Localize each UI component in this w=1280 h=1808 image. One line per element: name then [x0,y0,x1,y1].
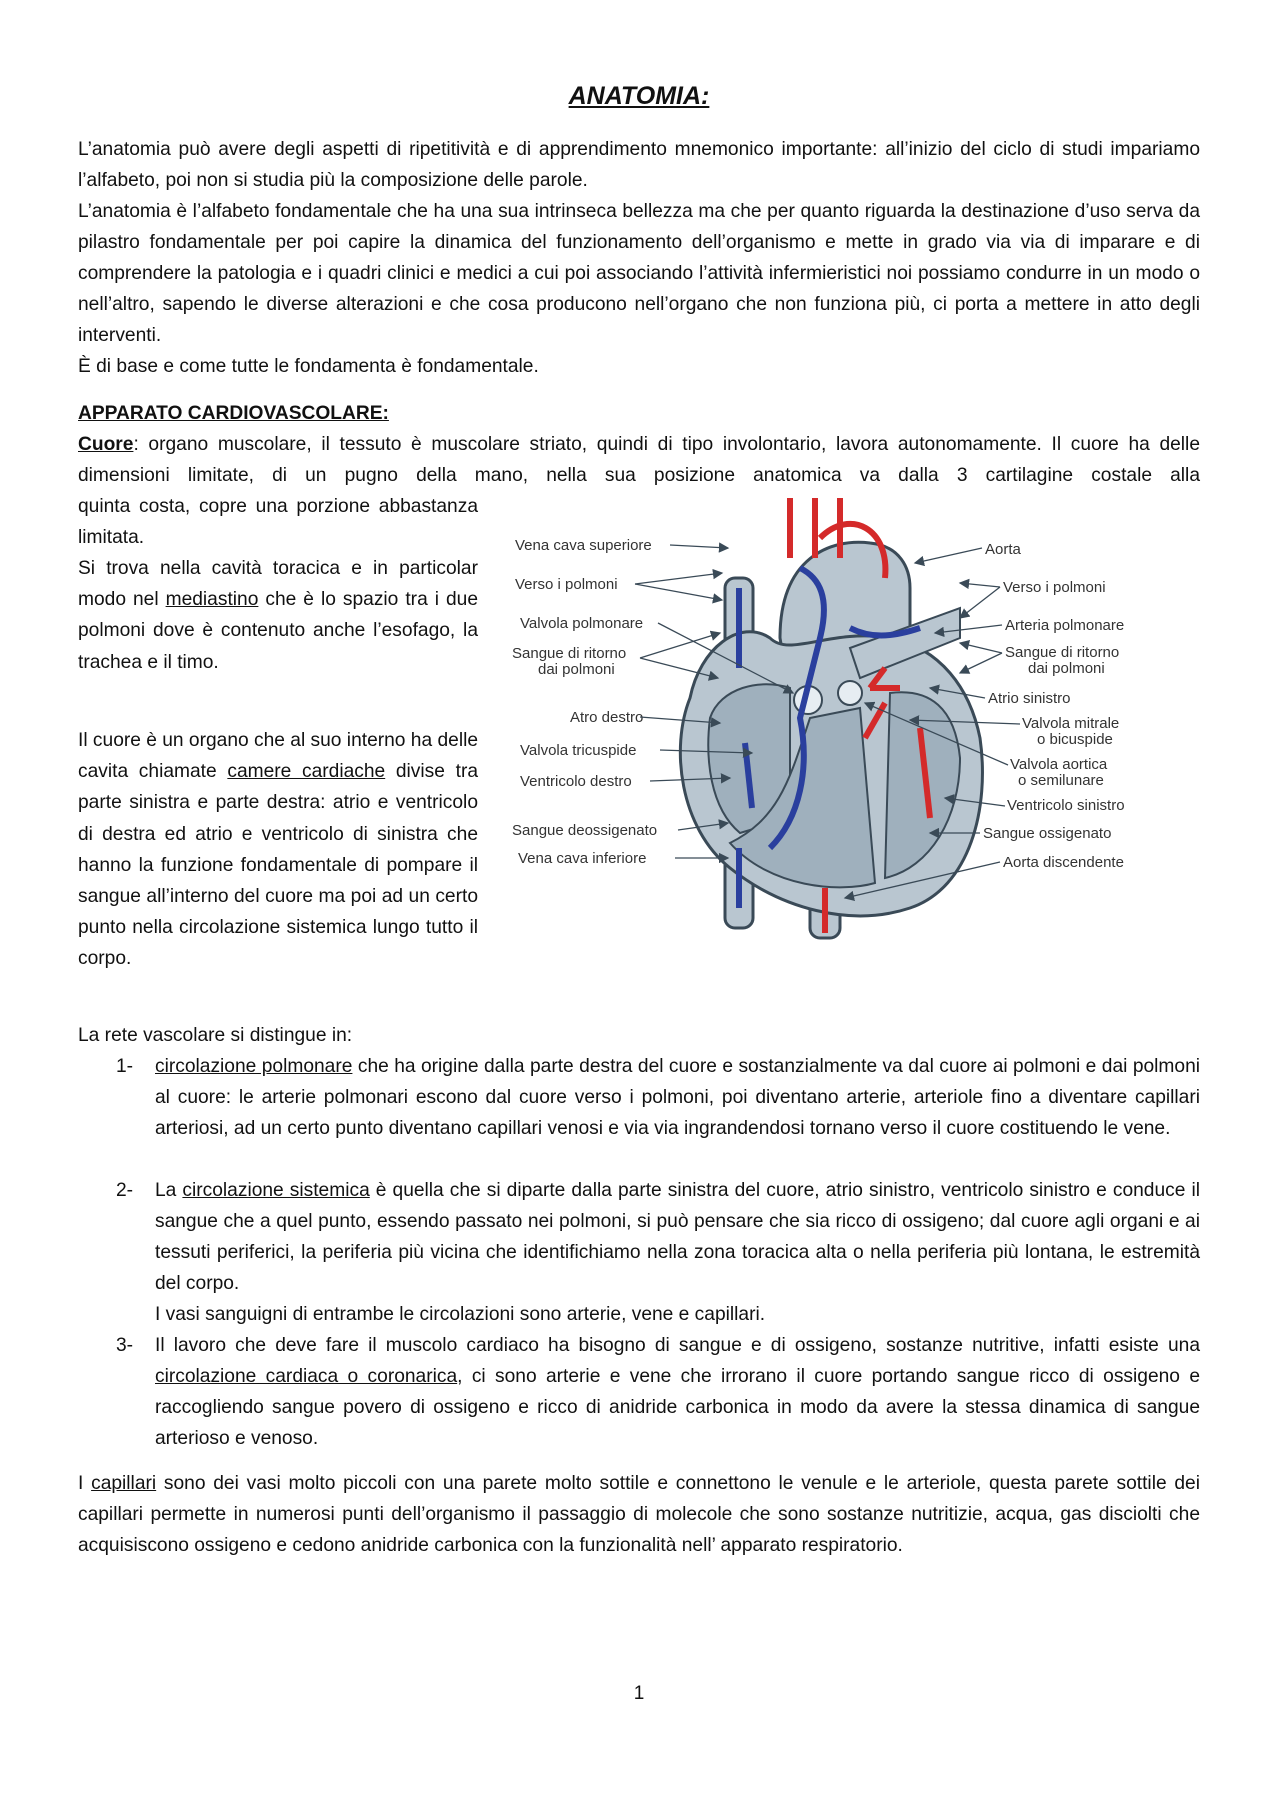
diagram-labels-right [983,541,1125,871]
page-number: 1 [633,1683,645,1704]
label-dai-polmoni-left: dai polmoni [538,661,615,678]
mediastino-post: che è lo spazio tra i due polmoni dove è contenuto anche l’esofago, la trachea e il timo. [78,589,478,673]
list-pre: Il lavoro che deve fare il muscolo cardiaco ha bisogno di sangue e di ossigeno, sostanze nutritive, infatti esiste una [155,1335,1200,1356]
label-vena-cava-superiore: Vena cava superiore [515,537,652,554]
label-verso-polmoni-right: Verso i polmoni [1003,579,1106,596]
label-vena-cava-inferiore: Vena cava inferiore [518,850,647,867]
list-term: circolazione cardiaca o coronarica [155,1366,458,1387]
mediastino-term: mediastino [165,589,259,611]
page-title: ANATOMIA: [568,82,710,110]
label-o-semilunare: o semilunare [1018,772,1104,789]
heart-body [680,542,982,938]
label-valvola-aortica: Valvola aortica [1010,756,1108,773]
label-dai-polmoni-right: dai polmoni [1028,660,1105,677]
cuore-paragraph [78,429,1200,491]
label-o-bicuspide: o bicuspide [1037,731,1113,748]
list-extra: I vasi sanguigni di entrambe le circolazioni sono arterie, vene e capillari. [155,1304,766,1325]
list-number: 1- [116,1056,134,1077]
camere-pre: Il cuore è un organo che al suo interno ha delle cavita chiamate [78,730,479,783]
mediastino-pre: Si trova nella cavità toracica e in particolar modo nel [78,558,478,611]
list-post: che ha origine dalla parte destra del cuore e sostanzialmente va dal cuore ai polmoni e dai polmoni al cuore: le arterie polmonari escono dal cuore verso i polmoni, poi diventano arterie, arteriole fino a diventare capillari arteriosi, ad un certo punto diventano capillari venosi e via via ingrandendosi tornano verso il cuore costituendo le vene. [155,1056,1201,1139]
list-post: , ci sono arterie e vene che irrorano il cuore portando sangue ricco di ossigeno e raccogliendo sangue povero di ossigeno e ricco di anidride carbonica in modo da avere la stessa dinamica di sangue arterioso e venoso. [155,1366,1200,1449]
label-sangue-ossigenato: Sangue ossigenato [983,825,1112,842]
label-atrio-destro: Atro destro [570,709,644,726]
label-arteria-polmonare: Arteria polmonare [1005,617,1125,634]
label-valvola-polmonare: Valvola polmonare [520,615,644,632]
list-post: è quella che si diparte dalla parte sinistra del cuore, atrio sinistro, ventricolo sinistro e conduce il sangue che a quel punto, essendo passato nei polmoni, si può pensare che sia ricco di ossigeno; dal cuore agli organi e ai tessuti periferici, la periferia più vicina che identifichiamo nella zona toracica alta o nella periferia più lontana, le estremità del corpo. [155,1180,1200,1294]
list-number: 2- [116,1180,134,1201]
list-pre: La [155,1180,183,1201]
capillari-paragraph [78,1468,1200,1561]
camere-post: divise tra parte sinistra e parte destra: atrio e ventricolo di destra ed atrio e ventricolo di sinistra che hanno la funzione fondamentale di pompare il sangue all’interno del cuore ma poi ad un certo punto nella circolazione sistemica lungo tutto il corpo. [78,761,478,970]
intro-paragraph-3: È di base e come tutte le fondamenta è fondamentale. [78,356,539,377]
label-aorta-discendente: Aorta discendente [1003,854,1124,871]
list-term: circolazione polmonare [155,1056,353,1077]
list-body [155,1330,1200,1454]
heart-diagram [490,488,1200,948]
list-term: circolazione sistemica [182,1180,370,1201]
list-body [155,1175,1200,1330]
label-sangue-ritorno-right: Sangue di ritorno [1005,644,1120,661]
capillari-post: sono dei vasi molto piccoli con una parete molto sottile e connettono le venule e le arteriole, questa parete sottile dei capillari permette in numerosi punti dell’organismo il passaggio di molecole che sono sostanze nutritizie, acqua, gas disciolti che acquisiscono ossigeno e cedono anidride carbonica con la funzionalità nell’ apparato respiratorio. [78,1473,1200,1556]
rete-intro: La rete vascolare si distingue in: [78,1025,353,1046]
intro-paragraph-2: L’anatomia è l’alfabeto fondamentale che ha una sua intrinseca bellezza ma che per quanto riguarda la destinazione d’uso serva da pilastro fondamentale per poi capire la dinamica del funzionamento dell’organismo e mette in grado via via di imparare e di comprendere la patologia e i quadri clinici e medici a cui poi associando l’attività infermieristici noi possiamo condurre in un modo o nell’altro, sapendo le diverse alterazioni e che cosa producono nell’organo che non funziona più, ci porta a mettere in atto degli interventi. [78,201,1200,346]
label-aorta: Aorta [985,541,1021,558]
cuore-text: : organo muscolare, il tessuto è muscolare striato, quindi di tipo involontario, lavora autonomamente. Il cuore ha delle dimensioni limitate, di un pugno della mano, nella sua posizione anatomica va dalla 3 cartilagine costale alla [78,434,1200,486]
cuore-term: Cuore [78,434,134,455]
label-ventricolo-destro: Ventricolo destro [520,773,632,790]
list-item [78,1330,1200,1454]
list-number: 3- [116,1335,134,1356]
list-item [78,1175,1200,1330]
left-column-text-b [78,553,478,678]
label-valvola-tricuspide: Valvola tricuspide [520,742,637,759]
label-verso-polmoni-left: Verso i polmoni [515,576,618,593]
label-sangue-deossigenato: Sangue deossigenato [512,822,658,839]
capillari-term: capillari [91,1473,157,1494]
list-item [78,1051,1200,1175]
capillari-pre: I [78,1473,92,1494]
camere-term: camere cardiache [227,761,386,783]
left-column-text-a: quinta costa, copre una porzione abbastanza limitata. [78,496,478,549]
intro-paragraph-1: L’anatomia può avere degli aspetti di ripetitività e di apprendimento mnemonico importante: all’inizio del ciclo di studi impariamo l’alfabeto, poi non si studia più la composizione delle parole. [78,139,1200,191]
diagram-labels-left [512,537,657,867]
label-valvola-mitrale: Valvola mitrale [1022,715,1120,732]
list-body [155,1051,1200,1144]
label-ventricolo-sinistro: Ventricolo sinistro [1007,797,1125,814]
label-sangue-ritorno-left: Sangue di ritorno [512,645,627,662]
label-atrio-sinistro: Atrio sinistro [988,690,1071,707]
section-heading-text: APPARATO CARDIOVASCOLARE: [78,403,389,424]
document-page [78,0,1200,1808]
section-heading [78,398,1200,429]
left-column-text-c [78,725,478,975]
